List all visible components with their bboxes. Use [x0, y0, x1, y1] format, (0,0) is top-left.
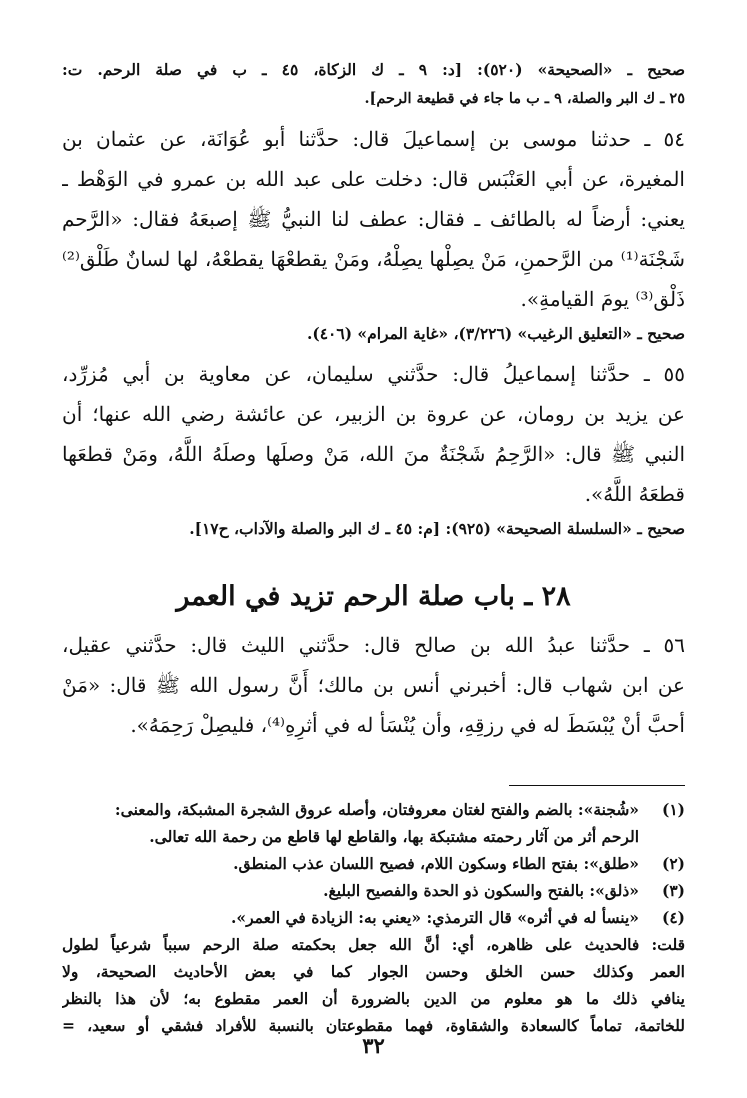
grade-line: ٢٥ ـ ك البر والصلة، ٩ ـ ب ما جاء في قطيعة الرحم]. [364, 90, 685, 107]
hadith-line: ٥٦ ـ حدَّثنا عبدُ الله بن صالح قال: حدَّثني الليث قال: حدَّثني عقيل، [62, 633, 685, 657]
chapter-heading: ٢٨ ـ باب صلة الرحم تزيد في العمر [176, 581, 571, 612]
footnote-text: «ذلق»: بالفتح والسكون ذو الحدة والفصيح البليغ. [323, 881, 639, 900]
footnotes [62, 796, 685, 931]
commentary-line: للخاتمة، تماماً كالسعادة والشقاوة، فهما مقطوعتان بالنسبة للأفراد فشقي أو سعيد، = [62, 1016, 685, 1035]
hadith-55 [62, 354, 685, 543]
hadith-line: ٥٥ ـ حدَّثنا إسماعيلُ قال: حدَّثني سليمان، عن معاوية بن أبي مُزرِّد، [62, 362, 685, 386]
hadith-line: أحبَّ أنْ يُبْسَطَ له في رزقِهِ، وأن يُنْسَأ له في أثرِهِ⁽⁴⁾، فليصِلْ رَحِمَهُ». [130, 713, 685, 737]
footnote [62, 904, 685, 931]
hadith-grade: صحيح ـ «التعليق الرغيب» (٣/٢٢٦)، «غاية المرام» (٤٠٦). [306, 324, 685, 343]
footnote [62, 850, 685, 877]
top-grade-block [62, 55, 685, 113]
commentary-line: العمر وكذلك حسن الخلق وحسن الجوار كما في بعض الأحاديث الصحيحة، ولا [62, 962, 685, 981]
hadith-line: قطعَهُ اللَّهُ». [584, 482, 685, 506]
hadith-line: عن ابن شهاب قال: أخبرني أنس بن مالك؛ أَنَّ رسول الله ﷺ قال: «مَنْ [62, 673, 685, 697]
hadith-line: يعني: أرضاً له بالطائف ـ فقال: عطف لنا النبيُّ ﷺ إصبعَهُ فقال: «الرَّحم [62, 207, 685, 231]
commentary [62, 931, 685, 1039]
hadith-line: عن يزيد بن رومان، عن عروة بن الزبير، عن عائشة رضي الله عنها؛ أن [62, 402, 685, 426]
commentary-line: ينافي ذلك ما هو معلوم من الدين بالضرورة أن العمر مقطوع به؛ لأن هذا بالنظر [62, 989, 685, 1008]
footnote-number: (٢) [661, 854, 685, 873]
footnote-divider [509, 785, 685, 786]
footnote [62, 796, 685, 823]
hadith-line: ٥٤ ـ حدثنا موسى بن إسماعيلَ قال: حدَّثنا أبو عُوَانَة، عن عثمان بن [62, 127, 685, 151]
commentary-line: قلت: فالحديث على ظاهره، أي: أنَّ الله جعل بحكمته صلة الرحم سبباً شرعياً لطول [62, 935, 685, 954]
footnote-continuation: الرحم أثر من آثار رحمته مشتبكة بها، والقاطع لها قاطع من رحمة الله تعالى. [149, 827, 639, 846]
hadith-56 [62, 625, 685, 745]
footnote-number: (١) [661, 800, 685, 819]
footnote-text: «شُجنة»: بالضم والفتح لغتان معروفتان، وأصله عروق الشجرة المشبكة، والمعنى: [114, 800, 639, 819]
footnote-text: «طلق»: بفتح الطاء وسكون اللام، فصيح اللسان عذب المنطق. [233, 854, 639, 873]
hadith-grade: صحيح ـ «السلسلة الصحيحة» (٩٢٥): [م: ٤٥ ـ ك البر والصلة والآداب، ح١٧]. [189, 519, 685, 538]
hadith-line: شَجْنَة⁽¹⁾ من الرَّحمنِ، مَنْ يصِلْها يصِلْهُ، ومَنْ يقطعْهَا يقطعْهُ، لها لسانٌ طَلْق⁽²⁾ [62, 247, 685, 271]
footnote-number: (٤) [661, 908, 685, 927]
footnote-text: «ينسأ له في أثره» قال الترمذي: «يعني به: الزيادة في العمر». [231, 908, 639, 927]
page-number: ٣٢ [362, 1033, 385, 1058]
footnote [62, 877, 685, 904]
grade-line: صحيح ـ «الصحيحة» (٥٢٠): [د: ٩ ـ ك الزكاة، ٤٥ ـ ب في صلة الرحم. ت: [62, 60, 685, 79]
footnote-number: (٣) [661, 881, 685, 900]
hadith-line: النبي ﷺ قال: «الرَّحِمُ شَجْنَةٌ منَ الله، مَنْ وصلَها وصلَهُ اللَّهُ، ومَنْ قطعَها [62, 442, 685, 466]
hadith-line: ذَلْق⁽³⁾ يومَ القيامةِ». [520, 287, 685, 311]
hadith-line: المغيرة، عن أبي العَنْبَس قال: دخلت على عبد الله بن عمرو في الوَهْط ـ [62, 167, 685, 191]
hadith-54 [62, 119, 685, 348]
